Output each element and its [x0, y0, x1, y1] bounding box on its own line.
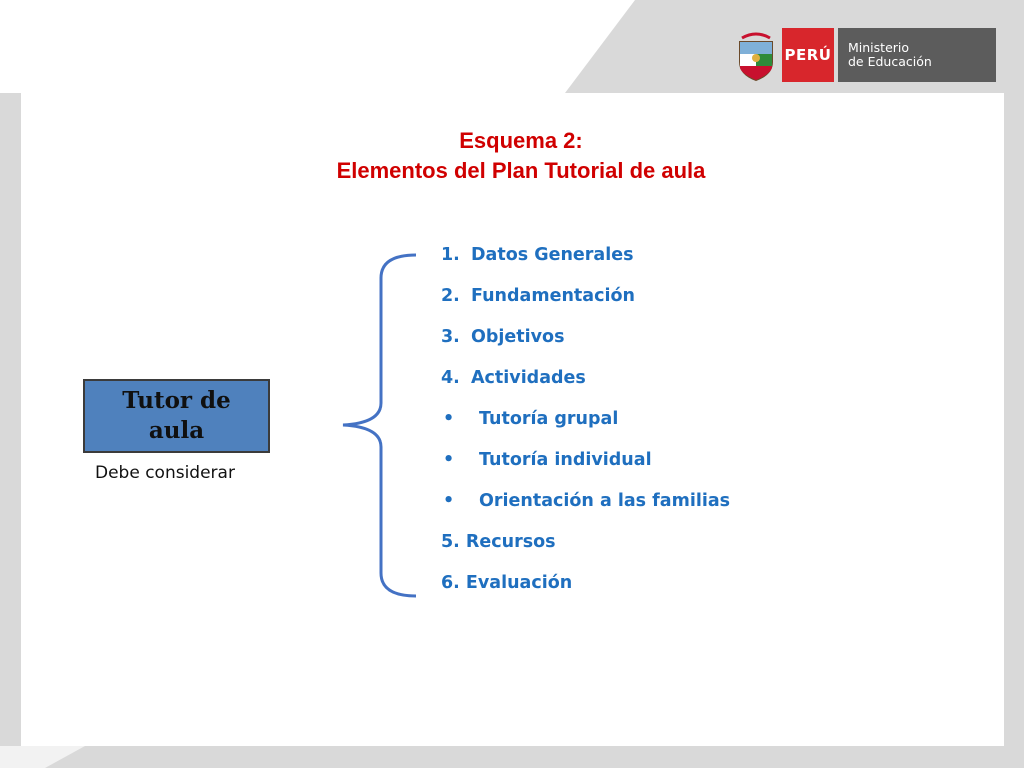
edge-label: Debe considerar — [95, 463, 235, 483]
list-marker: 4. — [441, 368, 460, 388]
list-marker: 5. — [441, 532, 460, 552]
list-item-label: Datos Generales — [471, 245, 634, 265]
root-node-tutor: Tutor de aula — [83, 379, 270, 453]
list-item — [441, 486, 730, 527]
list-item-label: Fundamentación — [471, 286, 635, 306]
ministry-line-2: de Educación — [848, 54, 932, 69]
list-item — [441, 363, 730, 404]
list-marker: 6. — [441, 573, 460, 593]
list-item-label: Objetivos — [471, 327, 565, 347]
list-item-label: Actividades — [471, 368, 586, 388]
list-item-label: Tutoría individual — [479, 450, 652, 470]
list-marker: 2. — [441, 286, 460, 306]
list-item — [441, 322, 730, 363]
list-item-label: Tutoría grupal — [479, 409, 619, 429]
slide-card — [21, 93, 1004, 746]
list-marker: 1. — [441, 245, 460, 265]
diagram-title-line-1: Esquema 2: — [459, 128, 583, 153]
list-marker: 3. — [441, 327, 460, 347]
ministry-line-1: Ministerio — [848, 40, 910, 55]
curly-brace-connector — [341, 253, 421, 598]
list-item — [441, 404, 730, 445]
bullet-marker: • — [443, 409, 455, 429]
list-item — [441, 527, 730, 568]
list-item — [441, 445, 730, 486]
bullet-marker: • — [443, 491, 455, 511]
diagram-title-line-2: Elementos del Plan Tutorial de aula — [336, 158, 706, 183]
plan-elements-list — [441, 240, 730, 609]
peru-coat-of-arms-icon — [734, 28, 778, 82]
list-item — [441, 240, 730, 281]
list-item — [441, 568, 730, 609]
minedu-logo — [734, 28, 996, 82]
country-badge: PERÚ — [782, 28, 834, 82]
list-item-label: Orientación a las familias — [479, 491, 731, 511]
list-item — [441, 281, 730, 322]
ministry-name — [838, 28, 996, 82]
list-item-label: Evaluación — [465, 573, 573, 593]
bullet-marker: • — [443, 450, 455, 470]
list-item-label: Recursos — [465, 532, 556, 552]
